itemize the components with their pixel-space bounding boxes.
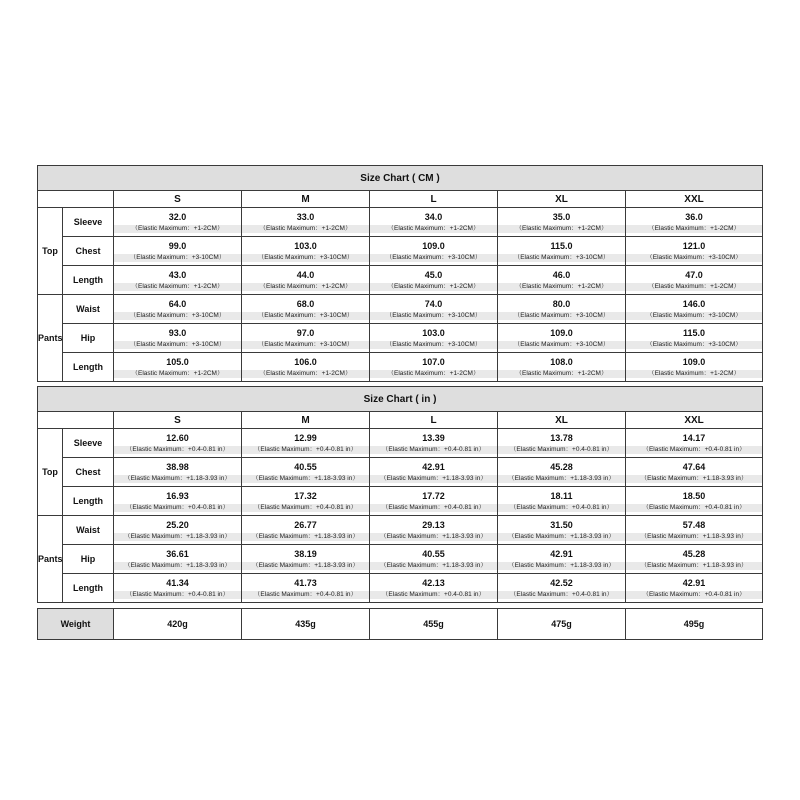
cell-note: （Elastic Maximum：+3-10CM） — [370, 341, 497, 349]
measurement-label: Waist — [63, 295, 114, 324]
size-cell — [242, 458, 370, 487]
weight-value: 435g — [242, 609, 370, 640]
size-cell — [498, 458, 626, 487]
cell-value: 45.28 — [682, 549, 706, 559]
size-cell — [626, 266, 763, 295]
cell-note: （Elastic Maximum：+3-10CM） — [114, 341, 241, 349]
cell-value: 121.0 — [682, 241, 706, 251]
cell-value: 42.91 — [682, 578, 706, 588]
cell-note: （Elastic Maximum：+1-2CM） — [498, 225, 625, 233]
cell-note: （Elastic Maximum：+0.4-0.81 in） — [626, 446, 762, 454]
size-cell — [370, 516, 498, 545]
size-cell — [626, 574, 763, 603]
cell-value: 18.11 — [550, 491, 573, 501]
measurement-label: Sleeve — [63, 429, 114, 458]
size-cell — [498, 353, 626, 382]
measurement-label: Length — [63, 266, 114, 295]
size-cell — [370, 324, 498, 353]
header-corner — [38, 412, 114, 429]
cell-note: （Elastic Maximum：+1.18-3.93 in） — [242, 562, 369, 570]
size-cell — [242, 237, 370, 266]
cell-value: 17.72 — [422, 491, 445, 501]
size-cell — [114, 266, 242, 295]
cell-note: （Elastic Maximum：+1-2CM） — [626, 225, 762, 233]
size-cell — [242, 266, 370, 295]
cell-note: （Elastic Maximum：+1-2CM） — [370, 283, 497, 291]
cell-note: （Elastic Maximum：+1-2CM） — [242, 225, 369, 233]
cell-note: （Elastic Maximum：+1.18-3.93 in） — [242, 533, 369, 541]
size-cell — [370, 429, 498, 458]
cell-value: 31.50 — [550, 520, 573, 530]
cell-value: 26.77 — [294, 520, 317, 530]
cell-value: 45.28 — [550, 462, 573, 472]
cell-note: （Elastic Maximum：+0.4-0.81 in） — [626, 504, 762, 512]
cell-note: （Elastic Maximum：+0.4-0.81 in） — [114, 446, 241, 454]
size-header-xl: XL — [498, 191, 626, 208]
cell-value: 38.98 — [166, 462, 189, 472]
table-row — [38, 574, 763, 603]
cell-note: （Elastic Maximum：+1.18-3.93 in） — [498, 475, 625, 483]
size-cell — [498, 237, 626, 266]
size-cell — [626, 429, 763, 458]
table-row — [38, 516, 763, 545]
cell-value: 115.0 — [550, 241, 573, 251]
cell-value: 107.0 — [422, 357, 445, 367]
measurement-label: Sleeve — [63, 208, 114, 237]
cell-value: 36.61 — [166, 549, 189, 559]
group-label-top: Top — [38, 208, 63, 295]
group-label-pants: Pants — [38, 516, 63, 603]
size-cell — [498, 266, 626, 295]
cell-value: 115.0 — [683, 328, 706, 338]
cell-value: 40.55 — [294, 462, 317, 472]
cell-note: （Elastic Maximum：+1-2CM） — [242, 370, 369, 378]
table-row — [38, 266, 763, 295]
cell-note: （Elastic Maximum：+3-10CM） — [626, 312, 762, 320]
cell-note: （Elastic Maximum：+3-10CM） — [242, 341, 369, 349]
cell-note: （Elastic Maximum：+3-10CM） — [242, 312, 369, 320]
cell-note: （Elastic Maximum：+0.4-0.81 in） — [242, 504, 369, 512]
size-header-s: S — [114, 412, 242, 429]
size-cell — [242, 295, 370, 324]
size-cell — [626, 458, 763, 487]
cell-value: 99.0 — [168, 241, 187, 251]
cell-value: 103.0 — [294, 241, 317, 251]
measurement-label: Length — [63, 487, 114, 516]
table-row — [38, 324, 763, 353]
table-row — [38, 208, 763, 237]
cell-note: （Elastic Maximum：+3-10CM） — [626, 254, 762, 262]
cell-note: （Elastic Maximum：+1.18-3.93 in） — [114, 533, 241, 541]
weight-row — [38, 609, 763, 640]
size-cell — [626, 545, 763, 574]
table-row — [38, 458, 763, 487]
size-cell — [498, 295, 626, 324]
cell-note: （Elastic Maximum：+3-10CM） — [498, 312, 625, 320]
size-header-s: S — [114, 191, 242, 208]
weight-label: Weight — [38, 609, 114, 640]
size-cell — [370, 266, 498, 295]
size-cell — [114, 458, 242, 487]
cell-note: （Elastic Maximum：+0.4-0.81 in） — [242, 591, 369, 599]
cell-value: 109.0 — [682, 357, 706, 367]
size-cell — [498, 429, 626, 458]
cell-value: 25.20 — [166, 520, 189, 530]
cell-value: 29.13 — [422, 520, 445, 530]
size-cell — [114, 487, 242, 516]
cell-value: 34.0 — [424, 212, 443, 222]
cell-note: （Elastic Maximum：+1.18-3.93 in） — [626, 533, 762, 541]
cell-value: 68.0 — [296, 299, 315, 309]
size-cell — [498, 324, 626, 353]
size-cell — [114, 574, 242, 603]
cell-note: （Elastic Maximum：+0.4-0.81 in） — [370, 591, 497, 599]
table-row — [38, 487, 763, 516]
size-cell — [242, 429, 370, 458]
cell-value: 108.0 — [550, 357, 573, 367]
measurement-label: Waist — [63, 516, 114, 545]
size-cell — [114, 208, 242, 237]
cell-note: （Elastic Maximum：+1.18-3.93 in） — [242, 475, 369, 483]
cell-note: （Elastic Maximum：+3-10CM） — [114, 254, 241, 262]
size-cell — [370, 295, 498, 324]
cell-note: （Elastic Maximum：+0.4-0.81 in） — [370, 446, 497, 454]
cell-value: 80.0 — [552, 299, 571, 309]
size-cell — [498, 545, 626, 574]
cell-value: 35.0 — [552, 212, 571, 222]
size-cell — [626, 516, 763, 545]
cell-note: （Elastic Maximum：+1.18-3.93 in） — [626, 562, 762, 570]
cell-note: （Elastic Maximum：+1-2CM） — [242, 283, 369, 291]
cell-value: 109.0 — [422, 241, 445, 251]
weight-table — [37, 608, 763, 640]
cell-value: 33.0 — [296, 212, 315, 222]
size-chart-cm — [37, 165, 763, 382]
cell-value: 103.0 — [422, 328, 445, 338]
size-header-l: L — [370, 191, 498, 208]
size-cell — [626, 487, 763, 516]
cell-value: 13.78 — [550, 433, 573, 443]
size-cell — [626, 324, 763, 353]
cell-note: （Elastic Maximum：+1-2CM） — [114, 370, 241, 378]
cell-value: 47.64 — [682, 462, 706, 472]
table-row — [38, 545, 763, 574]
cell-value: 74.0 — [424, 299, 443, 309]
cell-note: （Elastic Maximum：+1.18-3.93 in） — [498, 533, 625, 541]
cell-value: 38.19 — [294, 549, 317, 559]
size-cell — [370, 353, 498, 382]
table-row — [38, 295, 763, 324]
cell-note: （Elastic Maximum：+3-10CM） — [370, 254, 497, 262]
size-cell — [242, 324, 370, 353]
weight-value: 420g — [114, 609, 242, 640]
measurement-label: Chest — [63, 458, 114, 487]
size-header-m: M — [242, 412, 370, 429]
cell-note: （Elastic Maximum：+3-10CM） — [370, 312, 497, 320]
size-cell — [498, 574, 626, 603]
cell-value: 44.0 — [296, 270, 315, 280]
cell-note: （Elastic Maximum：+1.18-3.93 in） — [370, 475, 497, 483]
size-header-xl: XL — [498, 412, 626, 429]
size-cell — [370, 237, 498, 266]
size-header-l: L — [370, 412, 498, 429]
chart-title: Size Chart ( in ) — [38, 387, 763, 412]
table-row — [38, 237, 763, 266]
size-cell — [370, 208, 498, 237]
cell-note: （Elastic Maximum：+3-10CM） — [498, 254, 625, 262]
cell-value: 42.91 — [550, 549, 573, 559]
cell-note: （Elastic Maximum：+1.18-3.93 in） — [498, 562, 625, 570]
size-cell — [626, 353, 763, 382]
weight-value: 495g — [626, 609, 763, 640]
cell-value: 109.0 — [550, 328, 573, 338]
cell-note: （Elastic Maximum：+1.18-3.93 in） — [114, 475, 241, 483]
size-cell — [114, 237, 242, 266]
cell-value: 32.0 — [168, 212, 187, 222]
table-row — [38, 353, 763, 382]
size-cell — [626, 295, 763, 324]
cell-note: （Elastic Maximum：+0.4-0.81 in） — [242, 446, 369, 454]
cell-note: （Elastic Maximum：+0.4-0.81 in） — [626, 591, 762, 599]
size-cell — [114, 324, 242, 353]
cell-value: 97.0 — [296, 328, 315, 338]
cell-note: （Elastic Maximum：+1-2CM） — [626, 370, 762, 378]
cell-value: 47.0 — [685, 270, 703, 280]
cell-value: 42.52 — [550, 578, 573, 588]
size-cell — [242, 353, 370, 382]
size-cell — [498, 516, 626, 545]
cell-value: 36.0 — [685, 212, 703, 222]
size-cell — [370, 487, 498, 516]
size-cell — [242, 545, 370, 574]
cell-value: 18.50 — [682, 491, 706, 501]
group-label-pants: Pants — [38, 295, 63, 382]
size-cell — [114, 545, 242, 574]
cell-value: 106.0 — [294, 357, 317, 367]
measurement-label: Length — [63, 353, 114, 382]
cell-note: （Elastic Maximum：+3-10CM） — [242, 254, 369, 262]
header-corner — [38, 191, 114, 208]
cell-note: （Elastic Maximum：+1-2CM） — [498, 283, 625, 291]
size-cell — [498, 208, 626, 237]
size-cell — [114, 295, 242, 324]
size-cell — [242, 487, 370, 516]
cell-value: 16.93 — [166, 491, 189, 501]
size-cell — [626, 237, 763, 266]
cell-note: （Elastic Maximum：+1-2CM） — [498, 370, 625, 378]
cell-note: （Elastic Maximum：+1.18-3.93 in） — [626, 475, 762, 483]
size-cell — [370, 545, 498, 574]
cell-value: 42.91 — [422, 462, 445, 472]
weight-value: 455g — [370, 609, 498, 640]
cell-value: 45.0 — [424, 270, 443, 280]
size-header-m: M — [242, 191, 370, 208]
size-cell — [370, 574, 498, 603]
size-header-xxl: XXL — [626, 191, 763, 208]
cell-value: 42.13 — [422, 578, 445, 588]
cell-note: （Elastic Maximum：+3-10CM） — [498, 341, 625, 349]
cell-value: 64.0 — [168, 299, 187, 309]
size-cell — [114, 429, 242, 458]
cell-note: （Elastic Maximum：+1.18-3.93 in） — [370, 562, 497, 570]
cell-value: 43.0 — [168, 270, 187, 280]
cell-value: 12.60 — [166, 433, 189, 443]
cell-note: （Elastic Maximum：+0.4-0.81 in） — [370, 504, 497, 512]
cell-note: （Elastic Maximum：+0.4-0.81 in） — [114, 591, 241, 599]
measurement-label: Length — [63, 574, 114, 603]
size-cell — [114, 353, 242, 382]
cell-note: （Elastic Maximum：+3-10CM） — [626, 341, 762, 349]
cell-value: 93.0 — [168, 328, 187, 338]
cell-value: 41.34 — [166, 578, 189, 588]
cell-value: 41.73 — [294, 578, 317, 588]
cell-value: 12.99 — [294, 433, 317, 443]
size-cell — [242, 208, 370, 237]
cell-value: 17.32 — [294, 491, 317, 501]
cell-note: （Elastic Maximum：+3-10CM） — [114, 312, 241, 320]
size-header-xxl: XXL — [626, 412, 763, 429]
measurement-label: Hip — [63, 545, 114, 574]
cell-note: （Elastic Maximum：+1-2CM） — [626, 283, 762, 291]
size-cell — [626, 208, 763, 237]
measurement-label: Hip — [63, 324, 114, 353]
cell-note: （Elastic Maximum：+1-2CM） — [114, 283, 241, 291]
cell-note: （Elastic Maximum：+0.4-0.81 in） — [114, 504, 241, 512]
cell-value: 105.0 — [166, 357, 189, 367]
size-cell — [370, 458, 498, 487]
size-cell — [242, 574, 370, 603]
cell-note: （Elastic Maximum：+1-2CM） — [370, 370, 497, 378]
size-cell — [498, 487, 626, 516]
cell-value: 13.39 — [422, 433, 445, 443]
cell-note: （Elastic Maximum：+1.18-3.93 in） — [370, 533, 497, 541]
cell-note: （Elastic Maximum：+0.4-0.81 in） — [498, 591, 625, 599]
size-chart-in — [37, 386, 763, 603]
cell-note: （Elastic Maximum：+1-2CM） — [370, 225, 497, 233]
size-cell — [114, 516, 242, 545]
weight-value: 475g — [498, 609, 626, 640]
cell-note: （Elastic Maximum：+1-2CM） — [114, 225, 241, 233]
cell-note: （Elastic Maximum：+0.4-0.81 in） — [498, 504, 625, 512]
cell-note: （Elastic Maximum：+0.4-0.81 in） — [498, 446, 625, 454]
cell-value: 40.55 — [422, 549, 445, 559]
cell-value: 46.0 — [552, 270, 571, 280]
measurement-label: Chest — [63, 237, 114, 266]
cell-note: （Elastic Maximum：+1.18-3.93 in） — [114, 562, 241, 570]
cell-value: 57.48 — [682, 520, 706, 530]
cell-value: 146.0 — [682, 299, 706, 309]
chart-title: Size Chart ( CM ) — [38, 166, 763, 191]
table-row — [38, 429, 763, 458]
size-cell — [242, 516, 370, 545]
group-label-top: Top — [38, 429, 63, 516]
cell-value: 14.17 — [682, 433, 706, 443]
